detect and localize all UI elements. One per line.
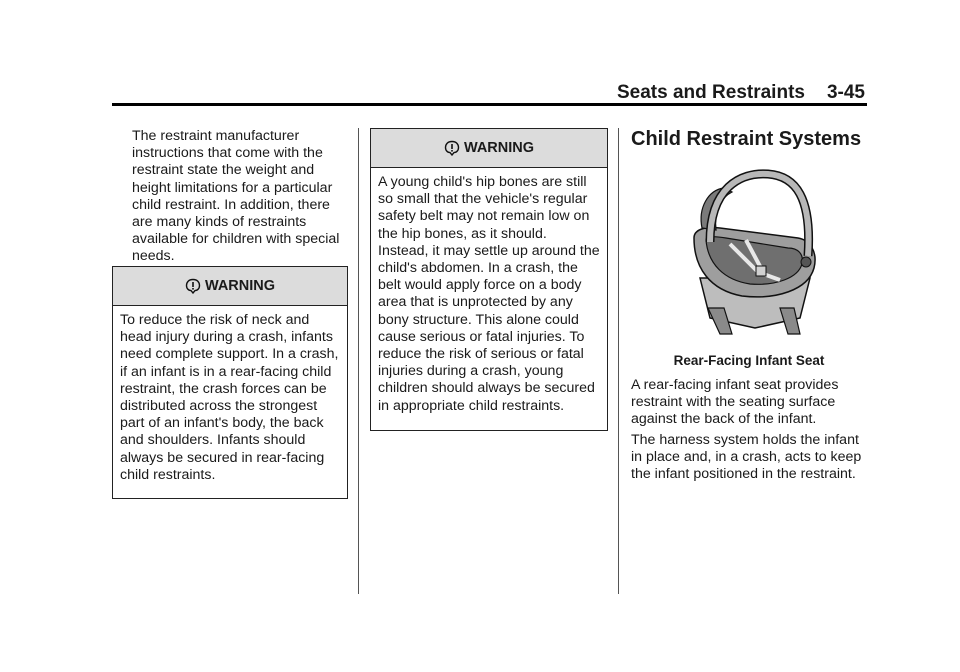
warning-title: WARNING [463,140,535,156]
page-number: 3-45 [826,82,865,103]
warning-text: A young child's hip bones are still so small that the vehicle's regular safety belt may not remain low on the hip bones, as it should. Instead, it may settle up around the child's abdomen. In a crash, the belt would apply force on a body area that is unprotected by any bony structure. This alone could cause serious or fatal injuries. To reduce the risk of serious or fatal injuries during a crash, young children should always be secured in appropriate child restraints. [378,174,600,414]
column-divider-left [358,128,359,594]
body-paragraph-2: The harness system holds the infant in place and, in a crash, acts to keep the infant positioned in the restraint. [631,432,862,483]
warning-box-left [112,266,348,499]
warning-title: WARNING [204,278,276,294]
figure-caption: Rear-Facing Infant Seat [673,353,825,368]
warning-header [371,129,607,168]
column-divider-right [618,128,619,594]
warning-text: To reduce the risk of neck and head injury during a crash, infants need complete support. In a crash, if an infant is in a rear-facing child restraint, the crash forces can be distributed across the strongest part of an infant's body, the back and shoulders. Infants should always be secured in rear-facing child restraints. [120,312,339,483]
warning-box-middle [370,128,608,431]
warning-icon [185,278,201,294]
section-title: Seats and Restraints [617,82,805,103]
body-paragraph-1: A rear-facing infant seat provides restraint with the seating surface against the back of the infant. [631,377,839,428]
warning-header [113,267,347,306]
intro-paragraph: The restraint manufacturer instructions that come with the restraint state the weight and height limitations for a particular child restraint. In addition, there are many kinds of restraints available for children with special needs. [132,128,340,265]
page-header [617,82,865,104]
infant-seat-illustration [680,168,830,340]
header-rule [112,103,867,106]
section-heading: Child Restraint Systems [631,128,862,150]
warning-icon [444,140,460,156]
